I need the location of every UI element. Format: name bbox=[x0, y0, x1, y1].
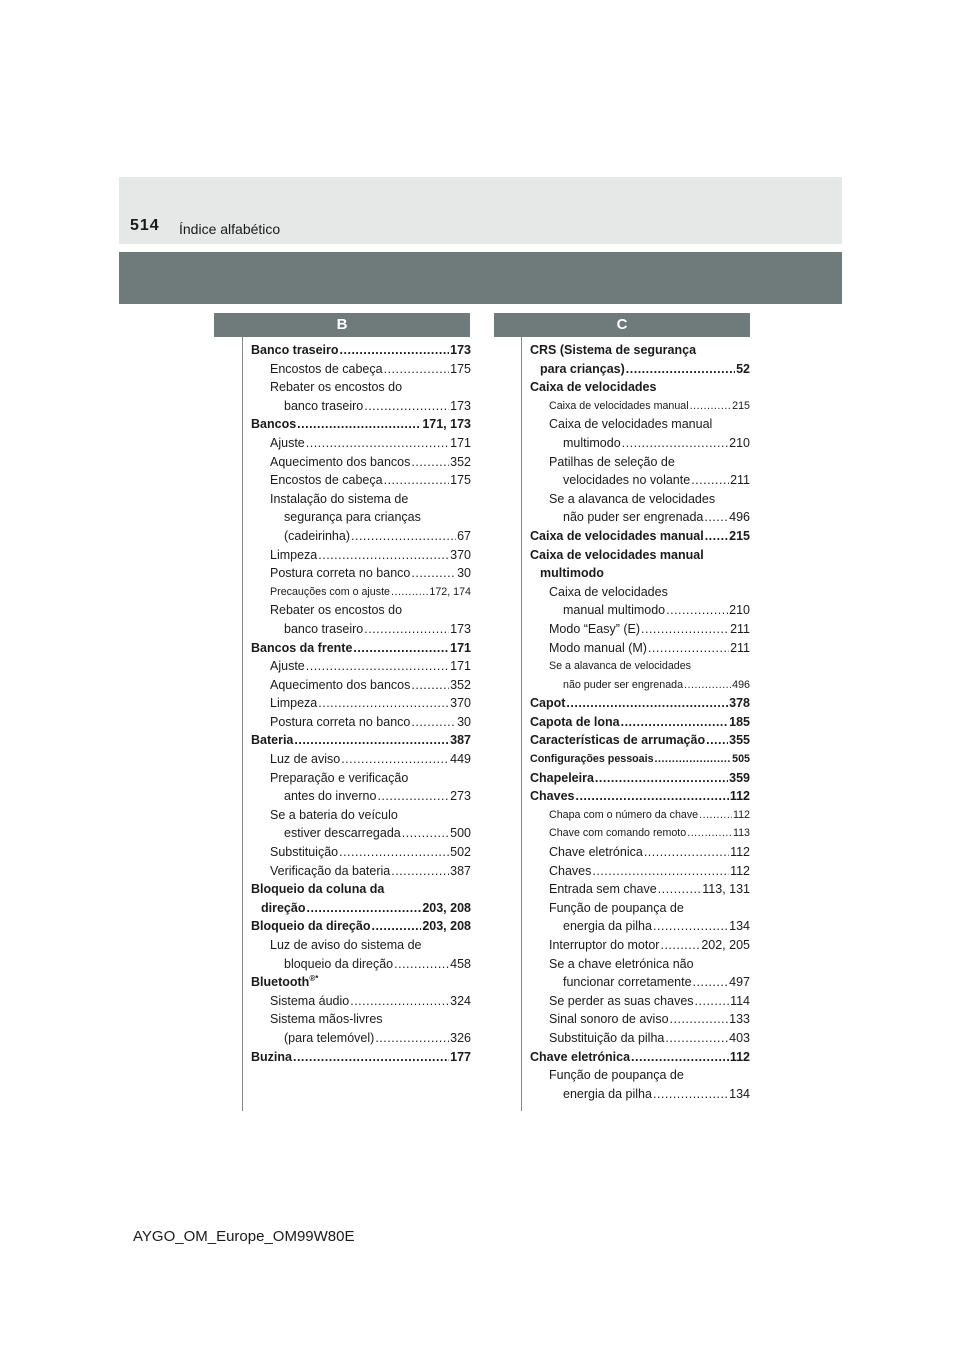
dot-leader bbox=[306, 657, 449, 676]
document-id: AYGO_OM_Europe_OM99W80E bbox=[133, 1228, 355, 1245]
page-reference: 171 bbox=[450, 435, 471, 450]
entry-label: Aquecimento dos bancos bbox=[270, 677, 411, 692]
page-reference: 203, 208 bbox=[422, 919, 471, 934]
entry-label: Bateria bbox=[251, 733, 294, 748]
index-entry bbox=[530, 1029, 750, 1048]
entry-label: CRS (Sistema de segurança bbox=[530, 343, 697, 357]
page-reference: 215 bbox=[732, 399, 750, 412]
page-reference: 202, 205 bbox=[701, 938, 750, 952]
dot-leader bbox=[691, 471, 729, 490]
entry-label: Postura correta no banco bbox=[270, 566, 411, 581]
index-entry bbox=[251, 1029, 471, 1048]
index-entry bbox=[251, 955, 471, 974]
dot-leader bbox=[318, 694, 449, 713]
dot-leader bbox=[402, 824, 449, 843]
entry-label: Função de poupança de bbox=[549, 1068, 684, 1083]
page-reference: 112 bbox=[730, 863, 750, 878]
index-entry bbox=[251, 992, 471, 1011]
index-entry bbox=[530, 862, 750, 881]
entry-label: Limpeza bbox=[270, 696, 318, 711]
page-reference: 113, 131 bbox=[702, 882, 750, 897]
entry-label: Ajuste bbox=[270, 659, 305, 674]
entry-label: energia da pilha bbox=[563, 919, 652, 934]
page-reference: 172, 174 bbox=[429, 585, 471, 598]
index-entry bbox=[530, 657, 750, 676]
index-entry bbox=[530, 508, 750, 527]
entry-label: (cadeirinha) bbox=[284, 528, 351, 543]
dot-leader bbox=[706, 731, 728, 750]
page-reference: 505 bbox=[732, 753, 750, 766]
dot-leader bbox=[705, 527, 728, 546]
dot-leader bbox=[695, 992, 730, 1011]
dot-leader bbox=[364, 620, 449, 639]
entry-label: Instalação do sistema de bbox=[270, 491, 409, 506]
page-reference: 324 bbox=[450, 993, 471, 1008]
page-reference: 211 bbox=[730, 473, 750, 488]
dot-leader bbox=[666, 601, 728, 620]
entry-label: Caixa de velocidades manual bbox=[530, 547, 704, 562]
dot-leader bbox=[660, 936, 700, 955]
index-entry bbox=[251, 471, 471, 490]
dot-leader bbox=[665, 1029, 728, 1048]
dot-leader bbox=[341, 750, 449, 769]
index-entry bbox=[530, 360, 750, 379]
letter-heading-b: B bbox=[214, 313, 470, 337]
page-reference: 173 bbox=[450, 398, 471, 413]
entry-label: velocidades no volante bbox=[563, 473, 691, 488]
index-entry bbox=[530, 917, 750, 936]
entry-label: Caixa de velocidades manual bbox=[530, 528, 704, 543]
entry-label: Bloqueio da coluna da bbox=[251, 882, 385, 897]
entry-label: Aquecimento dos bancos bbox=[270, 454, 411, 469]
entry-label: manual multimodo bbox=[563, 603, 666, 618]
page-reference: 173 bbox=[450, 343, 471, 357]
page-reference: 211 bbox=[730, 621, 750, 636]
entry-label: Substituição bbox=[270, 845, 339, 860]
index-entry bbox=[530, 880, 750, 899]
index-entry bbox=[251, 360, 471, 379]
dot-leader bbox=[351, 527, 456, 546]
index-entry bbox=[530, 341, 750, 360]
index-entry bbox=[251, 378, 471, 397]
index-entry bbox=[251, 899, 471, 918]
entry-label: multimodo bbox=[563, 435, 621, 450]
header-dark-band bbox=[119, 252, 842, 304]
entry-label: Limpeza bbox=[270, 547, 318, 562]
index-entry bbox=[251, 564, 471, 583]
entry-label: Caixa de velocidades manual bbox=[549, 417, 713, 432]
index-entry bbox=[530, 490, 750, 509]
page-reference: 67 bbox=[457, 528, 471, 543]
index-entry bbox=[251, 583, 471, 602]
section-title: Índice alfabético bbox=[179, 221, 281, 237]
index-entry bbox=[251, 1010, 471, 1029]
entry-label: Postura correta no banco bbox=[270, 714, 411, 729]
entry-label: Se a bateria do veículo bbox=[270, 807, 398, 822]
index-entry bbox=[251, 787, 471, 806]
index-entry bbox=[251, 880, 471, 899]
page-reference: 112 bbox=[730, 845, 750, 860]
column-divider-right bbox=[521, 337, 522, 1111]
entry-label: não puder ser engrenada bbox=[563, 510, 704, 525]
dot-leader bbox=[394, 955, 449, 974]
entry-label: banco traseiro bbox=[284, 621, 364, 636]
dot-leader bbox=[648, 639, 729, 658]
dot-leader bbox=[704, 508, 728, 527]
index-entry bbox=[530, 1066, 750, 1085]
page-reference: 185 bbox=[729, 714, 750, 729]
dot-leader bbox=[297, 415, 421, 434]
entry-label: Modo manual (M) bbox=[549, 640, 647, 655]
dot-leader bbox=[375, 1029, 449, 1048]
dot-leader bbox=[411, 676, 449, 695]
entry-label: Bancos da frente bbox=[251, 640, 353, 655]
index-entry bbox=[251, 936, 471, 955]
entry-label: Verificação da bateria bbox=[270, 863, 391, 878]
registered-mark: ®* bbox=[309, 974, 319, 984]
dot-leader bbox=[340, 341, 450, 360]
entry-label: Entrada sem chave bbox=[549, 882, 657, 897]
dot-leader bbox=[699, 806, 732, 825]
dot-leader bbox=[644, 843, 729, 862]
page-reference: 359 bbox=[729, 770, 750, 785]
index-entry bbox=[251, 397, 471, 416]
entry-label: Buzina bbox=[251, 1049, 292, 1064]
dot-leader bbox=[391, 862, 449, 881]
dot-leader bbox=[690, 397, 732, 416]
index-entry bbox=[530, 601, 750, 620]
index-entry bbox=[251, 453, 471, 472]
page-reference: 370 bbox=[450, 547, 471, 562]
index-entry bbox=[251, 769, 471, 788]
index-entry bbox=[530, 806, 750, 825]
dot-leader bbox=[371, 917, 421, 936]
entry-label: Banco traseiro bbox=[251, 343, 339, 357]
dot-leader bbox=[318, 546, 449, 565]
entry-label: Interruptor do motor bbox=[549, 938, 660, 952]
dot-leader bbox=[364, 397, 449, 416]
page-reference: 171 bbox=[450, 659, 471, 674]
page-reference: 326 bbox=[450, 1030, 471, 1045]
entry-label: Se perder as suas chaves bbox=[549, 993, 694, 1008]
entry-label: Capota de lona bbox=[530, 714, 620, 729]
index-entry bbox=[530, 713, 750, 732]
index-entry bbox=[251, 731, 471, 750]
index-entry bbox=[251, 694, 471, 713]
entry-label: direção bbox=[261, 900, 306, 915]
dot-leader bbox=[339, 843, 449, 862]
page-reference: 171 bbox=[450, 640, 471, 655]
dot-leader bbox=[384, 360, 450, 379]
index-entry bbox=[251, 527, 471, 546]
page-reference: 134 bbox=[729, 919, 750, 934]
index-entry bbox=[251, 973, 471, 992]
entry-label: Se a alavanca de velocidades bbox=[549, 491, 716, 506]
dot-leader bbox=[622, 434, 728, 453]
dot-leader bbox=[653, 1085, 728, 1104]
page-reference: 134 bbox=[729, 1086, 750, 1101]
index-entry bbox=[530, 434, 750, 453]
entry-label: Modo “Easy” (E) bbox=[549, 621, 640, 636]
page-reference: 370 bbox=[450, 696, 471, 711]
entry-label: Ajuste bbox=[270, 435, 305, 450]
index-entry bbox=[530, 955, 750, 974]
entry-label: Sistema áudio bbox=[270, 993, 350, 1008]
dot-leader bbox=[293, 1048, 449, 1067]
entry-label: estiver descarregada bbox=[284, 826, 401, 841]
entry-label: Configurações pessoais bbox=[530, 753, 654, 766]
page-reference: 496 bbox=[729, 510, 750, 525]
index-entry bbox=[530, 992, 750, 1011]
index-entry bbox=[530, 750, 750, 769]
page-reference: 387 bbox=[450, 863, 471, 878]
index-entry bbox=[530, 899, 750, 918]
entry-label: Substituição da pilha bbox=[549, 1030, 665, 1045]
entry-label: (para telemóvel) bbox=[284, 1030, 375, 1045]
index-entry bbox=[251, 490, 471, 509]
dot-leader bbox=[411, 713, 456, 732]
page-reference: 496 bbox=[732, 678, 750, 691]
index-entry bbox=[251, 508, 471, 527]
dot-leader bbox=[411, 453, 449, 472]
index-entry bbox=[530, 676, 750, 695]
page-number: 514 bbox=[130, 217, 160, 234]
page-reference: 175 bbox=[450, 361, 471, 376]
entry-label: Chave com comando remoto bbox=[549, 827, 687, 840]
page-reference: 352 bbox=[450, 677, 471, 692]
dot-leader bbox=[592, 862, 729, 881]
entry-label: Encostos de cabeça bbox=[270, 361, 383, 376]
column-divider-left bbox=[242, 337, 243, 1111]
entry-label: Caixa de velocidades bbox=[530, 380, 657, 395]
index-entry bbox=[251, 862, 471, 881]
page-reference: 112 bbox=[729, 1049, 750, 1064]
entry-label: bloqueio da direção bbox=[284, 956, 394, 971]
entry-label: para crianças) bbox=[540, 361, 625, 376]
entry-label: Função de poupança de bbox=[549, 900, 684, 915]
page-reference: 378 bbox=[729, 696, 750, 711]
letter-heading-c: C bbox=[494, 313, 750, 337]
page-reference: 177 bbox=[450, 1049, 471, 1064]
page-reference: 449 bbox=[450, 752, 471, 767]
index-entry bbox=[530, 639, 750, 658]
dot-leader bbox=[306, 899, 421, 918]
dot-leader bbox=[631, 1048, 729, 1067]
index-column-b bbox=[251, 341, 471, 1066]
entry-label: banco traseiro bbox=[284, 398, 364, 413]
entry-label: multimodo bbox=[540, 566, 604, 581]
page-reference: 500 bbox=[450, 826, 471, 841]
page-reference: 112 bbox=[732, 808, 750, 821]
index-entry bbox=[530, 397, 750, 416]
entry-label: Caixa de velocidades bbox=[549, 584, 668, 599]
entry-label: energia da pilha bbox=[563, 1086, 652, 1101]
index-entry bbox=[251, 917, 471, 936]
index-entry bbox=[251, 824, 471, 843]
dot-leader bbox=[350, 992, 449, 1011]
entry-label: Rebater os encostos do bbox=[270, 380, 403, 395]
dot-leader bbox=[377, 787, 449, 806]
index-entry bbox=[251, 341, 471, 360]
entry-label: Rebater os encostos do bbox=[270, 603, 403, 618]
entry-label: Luz de aviso do sistema de bbox=[270, 938, 422, 952]
page-reference: 30 bbox=[457, 714, 471, 729]
index-entry bbox=[251, 713, 471, 732]
page-reference: 215 bbox=[729, 528, 750, 543]
dot-leader bbox=[575, 787, 728, 806]
dot-leader bbox=[687, 824, 732, 843]
dot-leader bbox=[653, 917, 728, 936]
dot-leader bbox=[384, 471, 450, 490]
index-entry bbox=[530, 583, 750, 602]
dot-leader bbox=[411, 564, 456, 583]
index-entry bbox=[251, 434, 471, 453]
entry-label: Bancos bbox=[251, 417, 297, 432]
dot-leader bbox=[566, 694, 728, 713]
entry-label: Se a chave eletrónica não bbox=[549, 956, 694, 971]
entry-label: Chaves bbox=[530, 789, 575, 804]
index-entry bbox=[530, 843, 750, 862]
entry-label: Se a alavanca de velocidades bbox=[549, 660, 692, 673]
page-reference: 114 bbox=[730, 993, 750, 1008]
page-reference: 173 bbox=[450, 621, 471, 636]
entry-label: Chave eletrónica bbox=[530, 1049, 631, 1064]
index-entry bbox=[530, 1010, 750, 1029]
index-entry bbox=[530, 564, 750, 583]
page-reference: 211 bbox=[730, 640, 750, 655]
page-reference: 112 bbox=[729, 789, 750, 804]
entry-label: Sistema mãos-livres bbox=[270, 1012, 383, 1027]
entry-label: Chaves bbox=[549, 863, 592, 878]
page-reference: 502 bbox=[450, 845, 471, 860]
page-reference: 210 bbox=[729, 603, 750, 618]
entry-label: antes do inverno bbox=[284, 789, 377, 804]
index-entry bbox=[530, 769, 750, 788]
entry-label: Bluetooth bbox=[251, 975, 310, 990]
entry-label: não puder ser engrenada bbox=[563, 678, 684, 691]
index-entry bbox=[251, 843, 471, 862]
index-entry bbox=[530, 731, 750, 750]
page-reference: 387 bbox=[450, 733, 471, 748]
dot-leader bbox=[353, 639, 449, 658]
entry-label: Sinal sonoro de aviso bbox=[549, 1012, 669, 1027]
dot-leader bbox=[655, 750, 732, 769]
entry-label: Encostos de cabeça bbox=[270, 473, 383, 488]
page-reference: 210 bbox=[729, 435, 750, 450]
entry-label: Precauções com o ajuste bbox=[270, 585, 390, 598]
index-entry bbox=[530, 453, 750, 472]
entry-label: Características de arrumação bbox=[530, 733, 706, 748]
index-entry bbox=[251, 546, 471, 565]
entry-label: Chapeleira bbox=[530, 770, 594, 785]
page-reference: 352 bbox=[450, 454, 471, 469]
entry-label: Chapa com o número da chave bbox=[549, 808, 699, 821]
index-entry bbox=[530, 787, 750, 806]
entry-label: segurança para crianças bbox=[284, 510, 421, 525]
index-entry bbox=[251, 620, 471, 639]
page-reference: 113 bbox=[732, 827, 750, 840]
page-reference: 203, 208 bbox=[422, 900, 471, 915]
index-entry bbox=[530, 527, 750, 546]
dot-leader bbox=[294, 731, 449, 750]
dot-leader bbox=[658, 880, 702, 899]
index-entry bbox=[530, 973, 750, 992]
page-reference: 175 bbox=[450, 473, 471, 488]
page-reference: 403 bbox=[729, 1030, 750, 1045]
page-reference: 133 bbox=[729, 1012, 750, 1027]
index-entry bbox=[530, 415, 750, 434]
index-entry bbox=[251, 676, 471, 695]
dot-leader bbox=[391, 583, 428, 602]
dot-leader bbox=[306, 434, 449, 453]
page-reference: 273 bbox=[450, 789, 471, 804]
page-reference: 171, 173 bbox=[422, 417, 471, 432]
dot-leader bbox=[621, 713, 729, 732]
entry-label: Bloqueio da direção bbox=[251, 919, 371, 934]
index-entry bbox=[251, 750, 471, 769]
index-entry bbox=[530, 378, 750, 397]
index-entry bbox=[251, 657, 471, 676]
page-reference: 458 bbox=[450, 956, 471, 971]
dot-leader bbox=[693, 973, 729, 992]
dot-leader bbox=[684, 676, 731, 695]
index-entry bbox=[251, 601, 471, 620]
entry-label: Chave eletrónica bbox=[549, 845, 643, 860]
dot-leader bbox=[670, 1010, 729, 1029]
entry-label: Capot bbox=[530, 696, 566, 711]
index-entry bbox=[530, 1048, 750, 1067]
index-entry bbox=[530, 936, 750, 955]
index-entry bbox=[251, 806, 471, 825]
index-column-c bbox=[530, 341, 750, 1103]
page-reference: 30 bbox=[457, 566, 471, 581]
index-entry bbox=[530, 694, 750, 713]
entry-label: Luz de aviso bbox=[270, 752, 341, 767]
index-entry bbox=[530, 546, 750, 565]
page-reference: 355 bbox=[729, 733, 750, 748]
entry-label: funcionar corretamente bbox=[563, 975, 692, 990]
index-entry bbox=[530, 471, 750, 490]
index-entry bbox=[530, 824, 750, 843]
entry-label: Patilhas de seleção de bbox=[549, 454, 675, 469]
page-reference: 52 bbox=[736, 361, 750, 376]
dot-leader bbox=[626, 360, 735, 379]
entry-label: Caixa de velocidades manual bbox=[549, 399, 689, 412]
entry-label: Preparação e verificação bbox=[270, 770, 409, 785]
index-entry bbox=[530, 620, 750, 639]
index-entry bbox=[251, 1048, 471, 1067]
dot-leader bbox=[595, 769, 728, 788]
index-entry bbox=[251, 415, 471, 434]
index-entry bbox=[530, 1085, 750, 1104]
index-entry bbox=[251, 639, 471, 658]
page-reference: 497 bbox=[729, 975, 750, 990]
dot-leader bbox=[641, 620, 729, 639]
